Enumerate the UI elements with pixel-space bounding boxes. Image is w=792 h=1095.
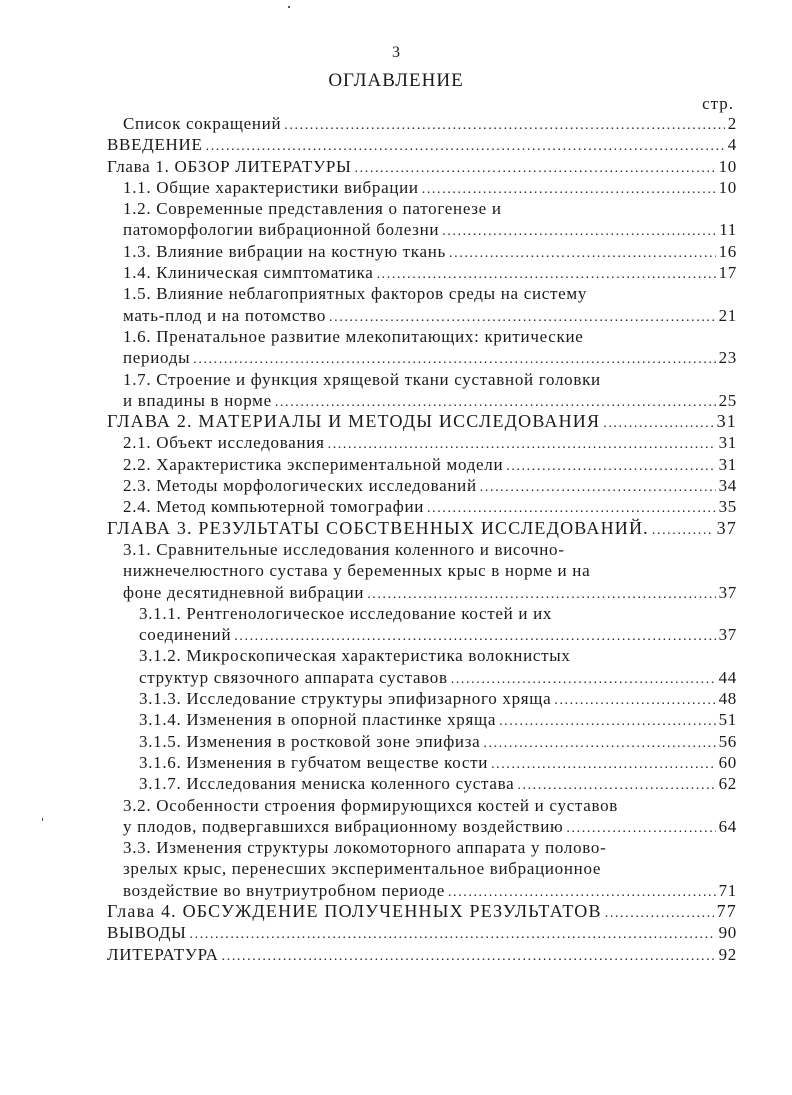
toc-entry-title: 2.3. Методы морфологических исследований xyxy=(123,476,477,496)
toc-entry[interactable] xyxy=(107,369,737,390)
toc-entry[interactable] xyxy=(107,134,737,155)
toc-entry-page-number: 60 xyxy=(718,752,737,772)
toc-entry-title: нижнечелюстного сустава у беременных крыс в норме и на xyxy=(123,561,591,581)
toc-entry-page-number: 17 xyxy=(718,263,737,283)
dot-leader xyxy=(566,818,715,839)
toc-entry[interactable] xyxy=(107,241,737,262)
dot-leader xyxy=(328,434,716,455)
dot-leader xyxy=(367,584,715,605)
toc-entry[interactable] xyxy=(107,198,737,219)
dot-leader xyxy=(499,711,716,732)
toc-entry[interactable] xyxy=(107,283,737,304)
dot-leader xyxy=(480,477,716,498)
toc-entry[interactable] xyxy=(107,560,737,581)
toc-entry-page-number: 90 xyxy=(718,923,737,943)
toc-entry-title: зрелых крыс, перенесших экспериментальное вибрационное xyxy=(123,859,602,879)
toc-entry-page-number: 48 xyxy=(718,689,737,709)
toc-entry-page-number: 44 xyxy=(718,667,737,687)
toc-entry-title: 1.6. Пренатальное развитие млекопитающих: критические xyxy=(123,326,584,346)
toc-entry-page-number: 92 xyxy=(718,944,737,964)
toc-entry-title: 2.1. Объект исследования xyxy=(123,433,325,453)
scan-speck xyxy=(288,6,290,8)
dot-leader xyxy=(483,733,715,754)
toc-entry-title: 3.1.1. Рентгенологическое исследование костей и их xyxy=(139,603,553,623)
toc-entry-title: воздействие во внутриутробном периоде xyxy=(123,880,445,900)
toc-entry-title: 3.1.5. Изменения в ростковой зоне эпифиза xyxy=(139,731,481,751)
toc-entry-title: Глава 4. ОБСУЖДЕНИЕ ПОЛУЧЕННЫХ РЕЗУЛЬТАТОВ xyxy=(107,900,602,921)
toc-entry[interactable] xyxy=(107,667,737,688)
toc-entry-page-number: 31 xyxy=(718,454,737,474)
toc-entry-page-number: 10 xyxy=(718,156,737,176)
toc-entry[interactable] xyxy=(107,603,737,624)
toc-entry-title: 3.1.7. Исследования мениска коленного сустава xyxy=(139,774,515,794)
toc-entry-title: периоды xyxy=(123,348,191,368)
toc-entry[interactable] xyxy=(107,624,737,645)
toc-entry-title: Глава 1. ОБЗОР ЛИТЕРАТУРЫ xyxy=(107,156,352,176)
page-title: ОГЛАВЛЕНИЕ xyxy=(328,70,464,91)
toc-entry[interactable] xyxy=(107,582,737,603)
toc-entry[interactable] xyxy=(107,262,737,283)
toc-entry[interactable] xyxy=(107,432,737,453)
toc-entry-page-number: 56 xyxy=(718,731,737,751)
dot-leader xyxy=(605,903,714,924)
dot-leader xyxy=(491,754,716,775)
dot-leader xyxy=(603,413,713,434)
toc-entry-page-number: 23 xyxy=(718,348,737,368)
dot-leader xyxy=(422,179,716,200)
toc-entry-page-number: 2 xyxy=(727,114,737,133)
toc-entry[interactable] xyxy=(107,901,737,922)
toc-entry[interactable] xyxy=(107,496,737,517)
dot-leader xyxy=(427,498,716,519)
toc-entry-page-number: 51 xyxy=(718,710,737,730)
toc-entry-title: 3.3. Изменения структуры локомоторного аппарата у полово- xyxy=(123,838,607,858)
toc-entry[interactable] xyxy=(107,731,737,752)
toc-entry-page-number: 64 xyxy=(718,816,737,836)
dot-leader xyxy=(451,669,716,690)
toc-entry-title: и впадины в норме xyxy=(123,390,272,410)
dot-leader xyxy=(329,307,716,328)
toc-entry-page-number: 71 xyxy=(718,880,737,900)
dot-leader xyxy=(449,243,716,264)
toc-entry-title: 3.1.4. Изменения в опорной пластинке хряща xyxy=(139,710,497,730)
dot-leader xyxy=(377,264,716,285)
toc-entry-title: ВВЕДЕНИЕ xyxy=(107,135,203,155)
toc-entry-title: ЛИТЕРАТУРА xyxy=(107,944,219,964)
dot-leader xyxy=(517,775,715,796)
toc-entry[interactable] xyxy=(107,177,737,198)
toc-entry[interactable] xyxy=(107,518,737,539)
dot-leader xyxy=(355,158,716,179)
toc-entry-title: мать-плод и на потомство xyxy=(123,305,327,325)
toc-entry[interactable] xyxy=(107,454,737,475)
toc-entry[interactable] xyxy=(107,411,737,432)
toc-entry-title: у плодов, подвергавшихся вибрационному воздействию xyxy=(123,816,564,836)
toc-entry[interactable] xyxy=(107,113,737,134)
dot-leader xyxy=(284,115,725,136)
toc-entry-title: ВЫВОДЫ xyxy=(107,923,187,943)
toc-entry[interactable] xyxy=(107,709,737,730)
toc-entry-title: 2.2. Характеристика экспериментальной модели xyxy=(123,454,504,474)
toc-entry-title: 1.4. Клиническая симптоматика xyxy=(123,263,374,283)
dot-leader xyxy=(275,392,716,413)
toc-entry[interactable] xyxy=(107,837,737,858)
toc-entry-title: 2.4. Метод компьютерной томографии xyxy=(123,497,425,517)
toc-entry-page-number: 34 xyxy=(718,476,737,496)
toc-entry[interactable] xyxy=(107,944,737,965)
toc-entry[interactable] xyxy=(107,880,737,901)
toc-entry-title: 1.3. Влияние вибрации на костную ткань xyxy=(123,241,447,261)
toc-entry[interactable] xyxy=(107,688,737,709)
toc-entry-title: 3.2. Особенности строения формирующихся костей и суставов xyxy=(123,795,619,815)
toc-entry-title: фоне десятидневной вибрации xyxy=(123,582,365,602)
toc-entry[interactable] xyxy=(107,390,737,411)
toc-entry[interactable] xyxy=(107,645,737,666)
toc-entry[interactable] xyxy=(107,475,737,496)
toc-entry[interactable] xyxy=(107,305,737,326)
table-of-contents xyxy=(107,113,737,965)
toc-entry[interactable] xyxy=(107,795,737,816)
toc-entry[interactable] xyxy=(107,219,737,240)
dot-leader xyxy=(448,882,716,903)
toc-entry-title: ГЛАВА 3. РЕЗУЛЬТАТЫ СОБСТВЕННЫХ ИССЛЕДОВАНИЙ. xyxy=(107,517,649,538)
toc-entry[interactable] xyxy=(107,539,737,560)
dot-leader xyxy=(442,221,716,242)
toc-entry-title: 3.1.2. Микроскопическая характеристика волокнистых xyxy=(139,646,571,666)
dot-leader xyxy=(190,924,716,945)
toc-entry[interactable] xyxy=(107,773,737,794)
page-number: 3 xyxy=(392,44,400,61)
toc-entry[interactable] xyxy=(107,858,737,879)
toc-entry-page-number: 35 xyxy=(718,497,737,517)
toc-entry-page-number: 37 xyxy=(716,517,737,538)
toc-entry-page-number: 31 xyxy=(716,411,737,432)
toc-entry-page-number: 31 xyxy=(718,433,737,453)
toc-entry-title: 3.1.3. Исследование структуры эпифизарного хряща xyxy=(139,689,552,709)
toc-entry-title: патоморфологии вибрационной болезни xyxy=(123,220,440,240)
scan-speck xyxy=(42,818,43,821)
toc-entry-title: Список сокращений xyxy=(123,114,282,133)
dot-leader xyxy=(652,520,714,541)
toc-entry-title: 1.1. Общие характеристики вибрации xyxy=(123,177,419,197)
toc-entry[interactable] xyxy=(107,922,737,943)
toc-entry-page-number: 62 xyxy=(718,774,737,794)
toc-entry-page-number: 11 xyxy=(719,220,737,240)
dot-leader xyxy=(554,690,715,711)
toc-entry[interactable] xyxy=(107,816,737,837)
toc-entry-title: структур связочного аппарата суставов xyxy=(139,667,448,687)
toc-entry-title: 3.1.6. Изменения в губчатом веществе кости xyxy=(139,752,489,772)
toc-entry-page-number: 37 xyxy=(718,625,737,645)
toc-entry-page-number: 77 xyxy=(716,900,737,921)
toc-entry-page-number: 4 xyxy=(727,135,737,155)
dot-leader xyxy=(234,626,715,647)
toc-entry-page-number: 25 xyxy=(718,390,737,410)
toc-entry[interactable] xyxy=(107,752,737,773)
dot-leader xyxy=(206,136,725,157)
toc-entry-page-number: 10 xyxy=(718,177,737,197)
toc-entry-page-number: 16 xyxy=(718,241,737,261)
dot-leader xyxy=(222,946,716,967)
page-column-label: стр. xyxy=(702,94,734,113)
toc-entry[interactable] xyxy=(107,326,737,347)
toc-entry-title: 1.7. Строение и функция хрящевой ткани суставной головки xyxy=(123,369,601,389)
toc-entry-title: 1.5. Влияние неблагоприятных факторов среды на систему xyxy=(123,284,588,304)
toc-entry-title: 3.1. Сравнительные исследования коленного и височно- xyxy=(123,539,565,559)
toc-entry-title: соединений xyxy=(139,625,232,645)
toc-entry-title: 1.2. Современные представления о патогенезе и xyxy=(123,199,502,219)
dot-leader xyxy=(506,456,715,477)
dot-leader xyxy=(193,349,715,370)
toc-entry[interactable] xyxy=(107,347,737,368)
toc-entry-page-number: 21 xyxy=(718,305,737,325)
toc-entry-page-number: 37 xyxy=(718,582,737,602)
toc-entry-title: ГЛАВА 2. МАТЕРИАЛЫ И МЕТОДЫ ИССЛЕДОВАНИЯ xyxy=(107,411,601,432)
toc-entry[interactable] xyxy=(107,156,737,177)
